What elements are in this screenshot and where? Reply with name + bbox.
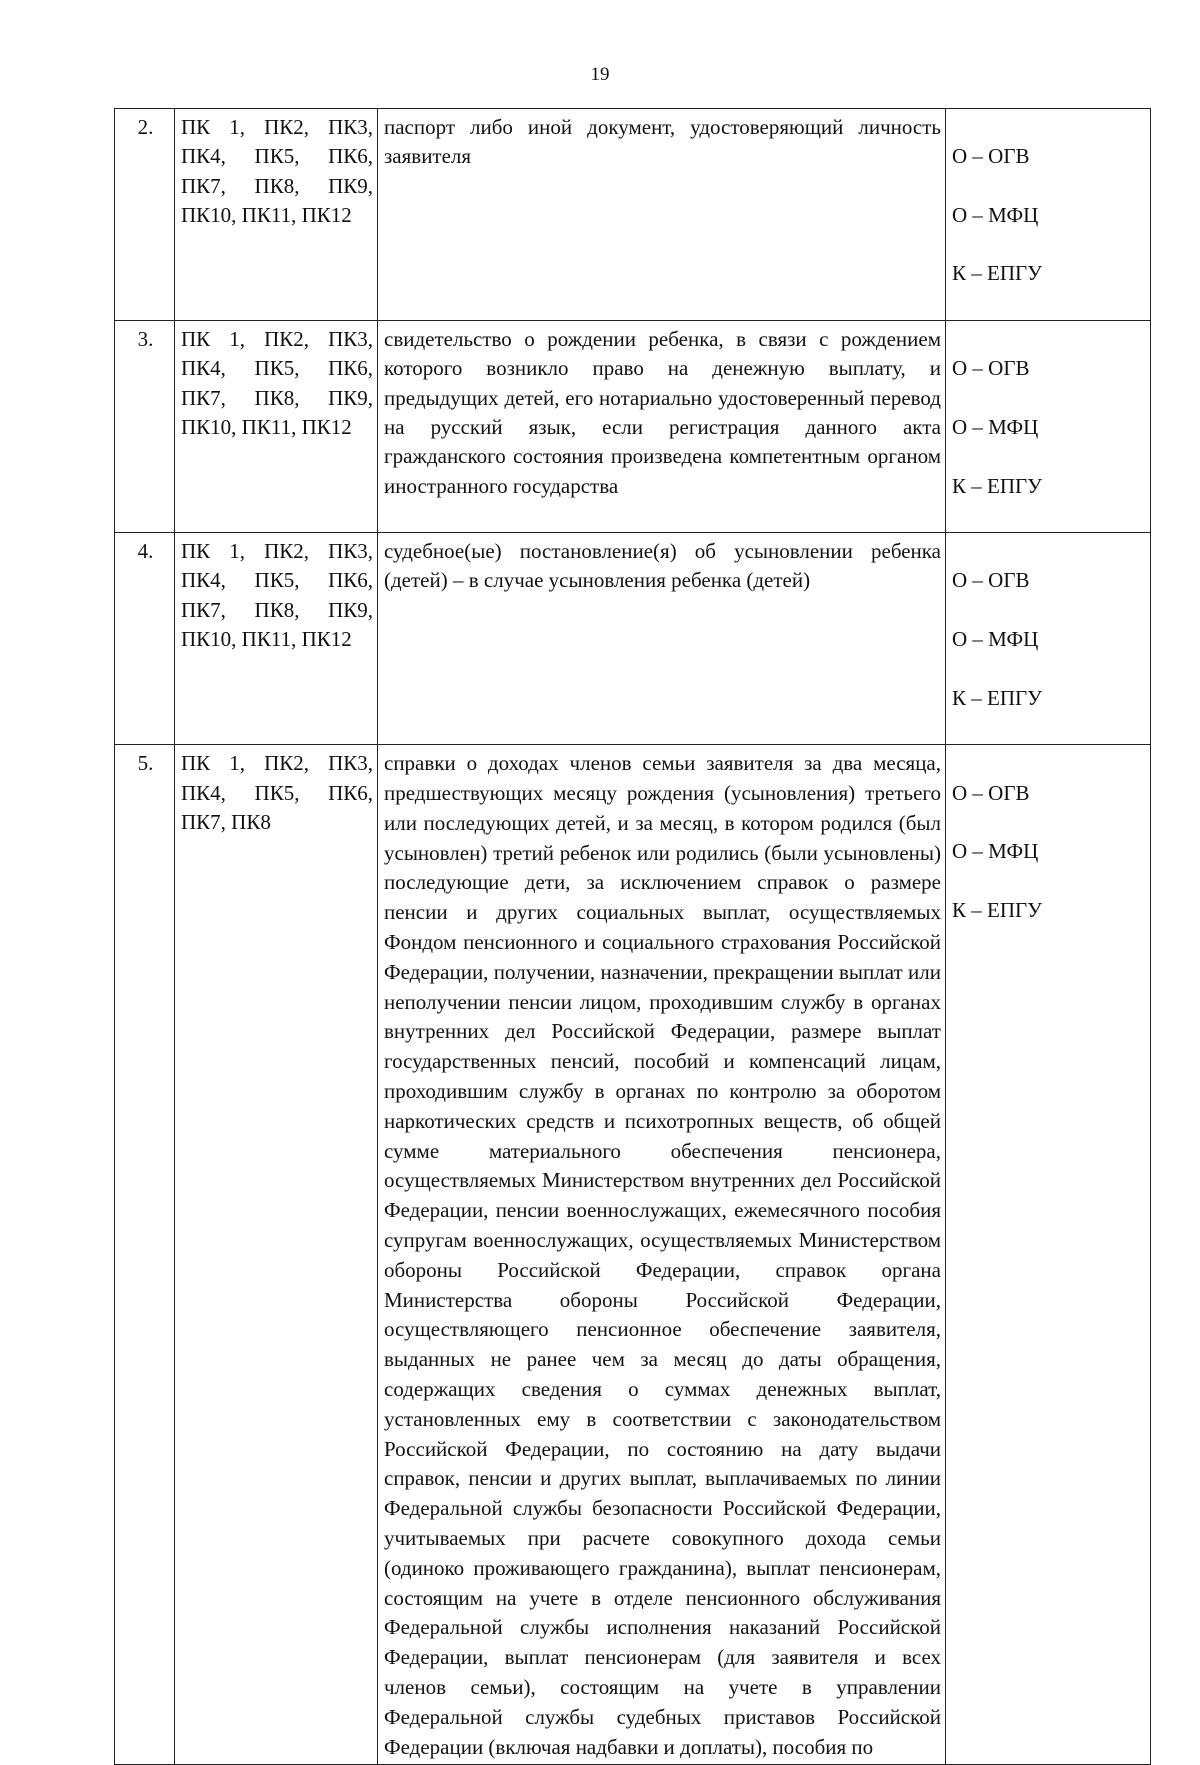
method-mfc: О – МФЦ <box>952 414 1039 439</box>
document-description: справки о доходах членов семьи заявителя за два месяца, предшествующих месяцу рождения (усыновления) третьего или последующих детей, и за месяц, в котором родился (был усыновлен) третий ребенок или родились (были усыновлены) последующие дети, за исключением справок о размере пенсии и других социальных выплат, осуществляемых Фондом пенсионного и социального страхования Российской Федерации, получении, назначении, прекращении выплат или неполучении пенсии лицом, проходившим службу в органах внутренних дел Российской Федерации, размере выплат государственных пенсий, пособий и компенсаций лицам, проходившим службу в органах по контролю за оборотом наркотических средств и психотропных веществ, об общей сумме материального обеспечения пенсионера, осуществляемых Министерством внутренних дел Российской Федерации, пенсии военнослужащих, ежемесячного пособия супругам военнослужащих, осуществляемых Министерством обороны Российской Федерации, справок органа Министерства обороны Российской Федерации, осуществляющего пенсионное обеспечение заявителя, выданных не ранее чем за месяц до даты обращения, содержащих сведения о суммах денежных выплат, установленных ему в соответствии с законодательством Российской Федерации, по состоянию на дату выдачи справок, пенсии и других выплат, выплачиваемых по линии Федеральной службы безопасности Российской Федерации, учитываемых при расчете совокупного дохода семьи (одиноко проживающего гражданина), выплат пенсионерам, состоящим на учете в отделе пенсионного обслуживания Федеральной службы исполнения наказаний Российской Федерации, выплат пенсионерам (для заявителя и всех членов семьи), состоящим на учете в управлении Федеральной службы судебных приставов Российской Федерации (включая надбавки и доплаты), пособия по <box>378 745 946 1765</box>
category-codes: ПК 1, ПК2, ПК3, ПК4, ПК5, ПК6, ПК7, ПК8, ПК9, ПК10, ПК11, ПК12 <box>175 321 378 533</box>
submission-methods <box>946 745 1151 1765</box>
method-ogv: О – ОГВ <box>952 356 1030 381</box>
table-row <box>115 533 1151 745</box>
category-codes: ПК 1, ПК2, ПК3, ПК4, ПК5, ПК6, ПК7, ПК8, ПК9, ПК10, ПК11, ПК12 <box>175 109 378 321</box>
page-number: 19 <box>590 64 610 85</box>
method-mfc: О – МФЦ <box>952 627 1039 652</box>
table-row <box>115 745 1151 1765</box>
submission-methods <box>946 321 1151 533</box>
table-row <box>115 109 1151 321</box>
method-epgu: К – ЕПГУ <box>952 261 1043 286</box>
document-description: паспорт либо иной документ, удостоверяющий личность заявителя <box>378 109 946 321</box>
documents-table <box>114 108 1151 1765</box>
method-mfc: О – МФЦ <box>952 202 1039 227</box>
category-codes: ПК 1, ПК2, ПК3, ПК4, ПК5, ПК6, ПК7, ПК8 <box>175 745 378 1765</box>
row-number: 4. <box>115 533 175 745</box>
row-number: 5. <box>115 745 175 1765</box>
method-mfc: О – МФЦ <box>952 839 1039 864</box>
row-number: 2. <box>115 109 175 321</box>
method-epgu: К – ЕПГУ <box>952 897 1043 922</box>
table-row <box>115 321 1151 533</box>
document-description: свидетельство о рождении ребенка, в связи с рождением которого возникло право на денежную выплату, и предыдущих детей, его нотариально удостоверенный перевод на русский язык, если регистрация данного акта гражданского состояния произведена компетентным органом иностранного государства <box>378 321 946 533</box>
submission-methods <box>946 533 1151 745</box>
method-epgu: К – ЕПГУ <box>952 685 1043 710</box>
method-ogv: О – ОГВ <box>952 144 1030 169</box>
method-ogv: О – ОГВ <box>952 780 1030 805</box>
method-ogv: О – ОГВ <box>952 568 1030 593</box>
document-description: судебное(ые) постановление(я) об усыновлении ребенка (детей) – в случае усыновления ребенка (детей) <box>378 533 946 745</box>
row-number: 3. <box>115 321 175 533</box>
method-epgu: К – ЕПГУ <box>952 473 1043 498</box>
submission-methods <box>946 109 1151 321</box>
category-codes: ПК 1, ПК2, ПК3, ПК4, ПК5, ПК6, ПК7, ПК8, ПК9, ПК10, ПК11, ПК12 <box>175 533 378 745</box>
